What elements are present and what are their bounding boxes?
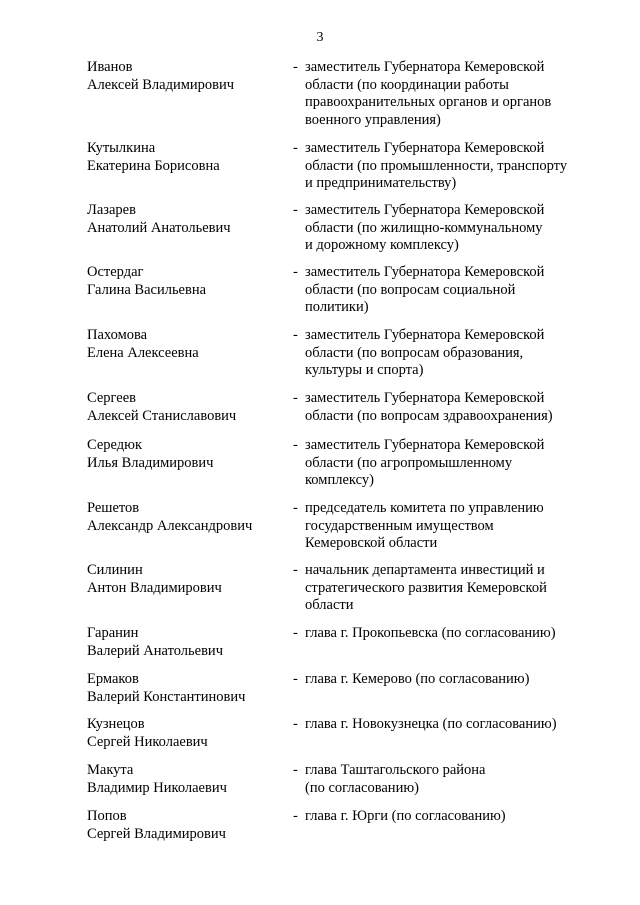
- role-line: области (по вопросам социальной: [305, 281, 516, 298]
- member-name: [87, 500, 293, 553]
- member-role: [305, 437, 595, 490]
- separator-dash: -: [293, 327, 298, 343]
- role-line: области: [305, 597, 354, 613]
- role-line: председатель комитета по управлению: [305, 500, 544, 516]
- role-line: области (по агропромышленному: [305, 454, 513, 471]
- member-given-names: Алексей Владимирович: [87, 76, 235, 93]
- member-role: [305, 562, 595, 615]
- member-surname: Кузнецов: [87, 716, 145, 732]
- member-entry: [87, 202, 595, 255]
- member-surname: Кутылкина: [87, 140, 156, 156]
- member-name: [87, 264, 293, 317]
- member-role: [305, 500, 595, 553]
- member-given-names: Валерий Константинович: [87, 688, 246, 705]
- separator-dash: -: [293, 140, 298, 156]
- page-number: 3: [316, 30, 324, 45]
- member-name: [87, 671, 293, 706]
- role-line: области (по жилищно-коммунальному: [305, 219, 543, 236]
- role-line: правоохранительных органов и органов: [305, 94, 552, 110]
- separator-dash: -: [293, 264, 298, 280]
- role-line: начальник департамента инвестиций и: [305, 562, 545, 578]
- role-line: области (по промышленности, транспорту: [305, 157, 568, 174]
- member-given-names: Валерий Анатольевич: [87, 642, 223, 659]
- member-entry: [87, 264, 595, 317]
- member-given-names: Екатерина Борисовна: [87, 157, 220, 174]
- member-role: [305, 808, 595, 843]
- role-line: и дорожному комплексу): [305, 237, 459, 253]
- separator-dash: -: [293, 762, 298, 778]
- member-surname: Остердаг: [87, 264, 144, 280]
- member-surname: Силинин: [87, 562, 143, 578]
- member-entry: [87, 59, 595, 129]
- member-role: [305, 264, 595, 317]
- member-given-names: Анатолий Анатольевич: [87, 219, 231, 236]
- member-name: [87, 327, 293, 380]
- member-name: [87, 390, 293, 425]
- member-surname: Иванов: [87, 59, 133, 75]
- member-given-names: Галина Васильевна: [87, 281, 207, 298]
- member-name: [87, 562, 293, 615]
- member-given-names: Александр Александрович: [87, 517, 253, 534]
- member-given-names: Алексей Станиславович: [87, 407, 237, 424]
- member-entry: [87, 500, 595, 553]
- separator-dash: -: [293, 390, 298, 406]
- member-name: [87, 716, 293, 751]
- separator-dash: -: [293, 808, 298, 824]
- role-line: комплексу): [305, 472, 374, 488]
- member-name: [87, 437, 293, 490]
- role-line: и предпринимательству): [305, 175, 457, 191]
- member-role: [305, 59, 595, 129]
- role-line: заместитель Губернатора Кемеровской: [305, 437, 545, 453]
- member-entry: [87, 625, 595, 660]
- member-name: [87, 202, 293, 255]
- member-surname: Лазарев: [87, 202, 136, 218]
- separator-dash: -: [293, 500, 298, 516]
- member-entry: [87, 716, 595, 751]
- member-name: [87, 59, 293, 129]
- member-role: [305, 140, 595, 193]
- role-line: области (по координации работы: [305, 76, 509, 93]
- member-surname: Гаранин: [87, 625, 139, 641]
- role-line: заместитель Губернатора Кемеровской: [305, 264, 545, 280]
- role-line: глава г. Прокопьевска (по согласованию): [305, 625, 556, 641]
- member-role: [305, 625, 595, 660]
- member-role: [305, 327, 595, 380]
- separator-dash: -: [293, 59, 298, 75]
- role-line: военного управления): [305, 111, 441, 128]
- member-surname: Решетов: [87, 500, 140, 516]
- role-line: заместитель Губернатора Кемеровской: [305, 390, 545, 406]
- role-line: глава г. Новокузнецка (по согласованию): [305, 716, 557, 732]
- member-entry: [87, 437, 595, 490]
- role-line: глава Таштагольского района: [305, 762, 486, 778]
- member-name: [87, 140, 293, 193]
- member-name: [87, 808, 293, 843]
- role-line: заместитель Губернатора Кемеровской: [305, 327, 545, 343]
- separator-dash: -: [293, 437, 298, 453]
- separator-dash: -: [293, 671, 298, 687]
- member-given-names: Елена Алексеевна: [87, 344, 199, 361]
- member-entry: [87, 671, 595, 706]
- role-line: глава г. Юрги (по согласованию): [305, 808, 506, 824]
- member-given-names: Сергей Николаевич: [87, 733, 208, 750]
- member-surname: Середюк: [87, 437, 143, 453]
- role-line: области (по вопросам образования,: [305, 344, 524, 361]
- member-role: [305, 202, 595, 255]
- member-role: [305, 762, 595, 797]
- role-line: культуры и спорта): [305, 362, 424, 378]
- member-entry: [87, 762, 595, 797]
- member-role: [305, 716, 595, 751]
- member-given-names: Антон Владимирович: [87, 579, 222, 596]
- role-line: политики): [305, 299, 369, 315]
- member-surname: Попов: [87, 808, 127, 824]
- member-name: [87, 625, 293, 660]
- member-entry: [87, 390, 595, 425]
- role-line: государственным имуществом: [305, 517, 494, 534]
- separator-dash: -: [293, 562, 298, 578]
- member-surname: Ермаков: [87, 671, 139, 687]
- member-name: [87, 762, 293, 797]
- role-line: заместитель Губернатора Кемеровской: [305, 59, 545, 75]
- separator-dash: -: [293, 202, 298, 218]
- role-line: (по согласованию): [305, 779, 419, 796]
- member-given-names: Сергей Владимирович: [87, 825, 226, 842]
- member-role: [305, 671, 595, 706]
- member-surname: Пахомова: [87, 327, 148, 343]
- member-entry: [87, 140, 595, 193]
- member-entry: [87, 327, 595, 380]
- member-role: [305, 390, 595, 425]
- member-entry: [87, 808, 595, 843]
- member-surname: Макута: [87, 762, 134, 778]
- role-line: заместитель Губернатора Кемеровской: [305, 202, 545, 218]
- separator-dash: -: [293, 716, 298, 732]
- member-surname: Сергеев: [87, 390, 137, 406]
- member-entry: [87, 562, 595, 615]
- role-line: заместитель Губернатора Кемеровской: [305, 140, 545, 156]
- member-given-names: Владимир Николаевич: [87, 779, 227, 796]
- separator-dash: -: [293, 625, 298, 641]
- role-line: Кемеровской области: [305, 535, 438, 551]
- member-given-names: Илья Владимирович: [87, 454, 214, 471]
- role-line: глава г. Кемерово (по согласованию): [305, 671, 530, 687]
- role-line: стратегического развития Кемеровской: [305, 579, 547, 596]
- role-line: области (по вопросам здравоохранения): [305, 407, 553, 424]
